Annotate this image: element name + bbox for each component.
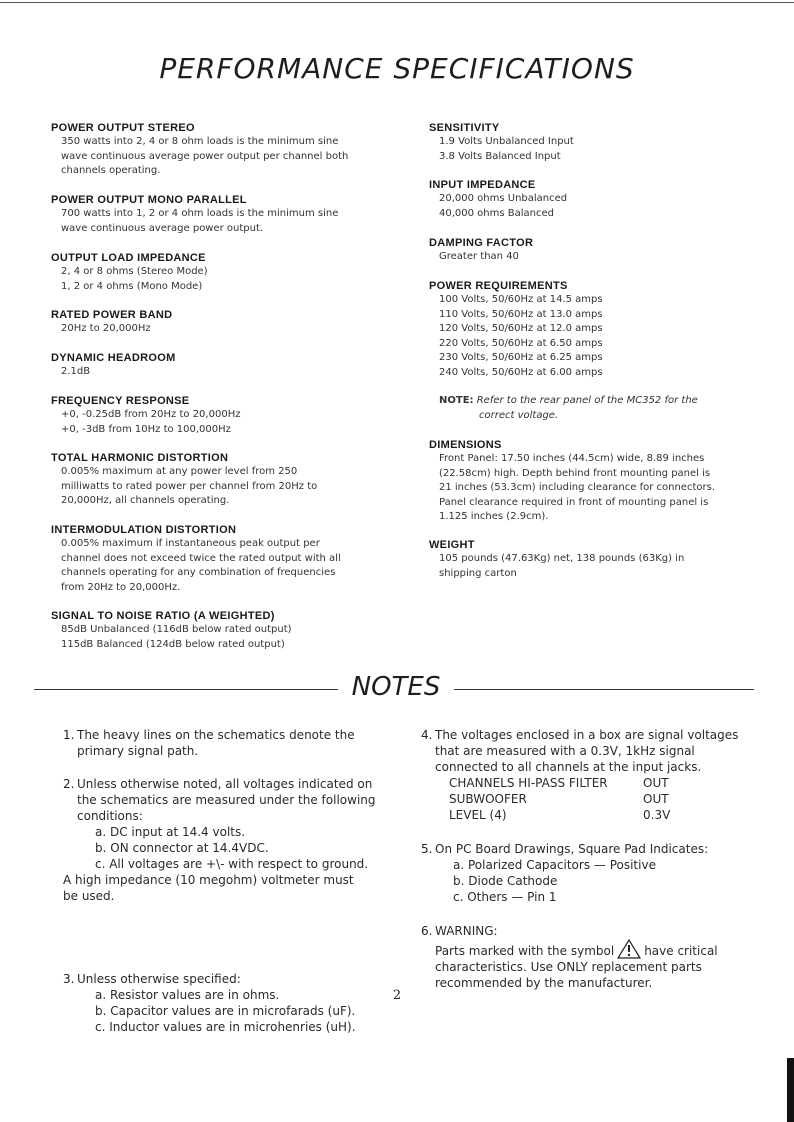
spec-heading: SIGNAL TO NOISE RATIO (A WEIGHTED): [51, 610, 275, 622]
note-sub-item: a. Resistor values are in ohms.: [95, 988, 280, 1002]
note-2: [63, 776, 403, 971]
note-5: [421, 841, 761, 923]
spec-line: 40,000 ohms Balanced: [439, 207, 554, 219]
specs-right-column: [429, 121, 759, 581]
switch-row: [435, 791, 761, 807]
spec-line: from 20Hz to 20,000Hz.: [61, 581, 181, 593]
spec-line: 20,000 ohms Unbalanced: [439, 193, 568, 204]
spec-heading: INTERMODULATION DISTORTION: [51, 524, 237, 536]
spec-line: channels operating for any combination of frequencies: [61, 567, 336, 578]
spec-heading: POWER REQUIREMENTS: [429, 280, 568, 292]
top-rule: [0, 2, 794, 3]
note-line: Unless otherwise specified:: [77, 972, 241, 986]
spec-line: 700 watts into 1, 2 or 4 ohm loads is the minimum sine: [61, 208, 339, 219]
spec-line: +0, -0.25dB from 20Hz to 20,000Hz: [61, 409, 241, 420]
spec-line: (22.58cm) high. Depth behind front mounting panel is: [439, 467, 711, 479]
page-number: 2: [392, 988, 402, 1003]
warning-triangle-icon: [617, 939, 641, 959]
spec-heading: TOTAL HARMONIC DISTORTION: [51, 452, 229, 464]
note-sub-item: c. All voltages are +\- with respect to ground.: [95, 857, 369, 871]
note-line: conditions:: [77, 809, 143, 823]
spec-heading: DAMPING FACTOR: [429, 237, 534, 249]
note-number: 2.: [63, 777, 75, 791]
note-line: be used.: [63, 889, 115, 903]
note-sub-item: c. Inductor values are in microhenries (uH).: [95, 1020, 356, 1034]
spec-line: 2.1dB: [61, 366, 91, 377]
edge-mark: [787, 1058, 794, 1122]
note-3: [63, 971, 403, 1035]
note-line: Unless otherwise noted, all voltages indicated on: [77, 777, 373, 791]
spec-line: 115dB Balanced (124dB below rated output): [61, 638, 285, 650]
switch-name: SUBWOOFER: [449, 792, 527, 806]
spec-heading: RATED POWER BAND: [51, 309, 173, 321]
spec-line: 1, 2 or 4 ohms (Mono Mode): [61, 280, 203, 292]
spec-line: 3.8 Volts Balanced Input: [439, 150, 561, 162]
note-line: connected to all channels at the input jacks.: [435, 760, 702, 774]
switch-name: CHANNELS HI-PASS FILTER: [449, 776, 608, 790]
note-number: 6.: [421, 924, 433, 938]
spec-line: 0.005% maximum if instantaneous peak output per: [61, 538, 320, 549]
note-number: 3.: [63, 972, 75, 986]
switch-row: [435, 775, 761, 791]
spec-total-harmonic-distortion: [51, 451, 381, 523]
note-line: A high impedance (10 megohm) voltmeter must: [63, 873, 354, 887]
spec-line: channel does not exceed twice the rated output with all: [61, 552, 341, 564]
spec-output-load-impedance: [51, 251, 381, 308]
specs-left-column: [51, 121, 381, 652]
spec-power-output-stereo: [51, 121, 381, 193]
spec-line: wave continuous average power output per channel both: [61, 150, 349, 162]
spec-heading: SENSITIVITY: [429, 122, 500, 134]
spec-heading: DIMENSIONS: [429, 439, 502, 451]
note-line: recommended by the manufacturer.: [435, 976, 653, 990]
spec-line: Panel clearance required in front of mounting panel is: [439, 496, 709, 508]
spec-line: channels operating.: [61, 165, 161, 176]
spec-line: shipping carton: [439, 567, 517, 579]
page-title: PERFORMANCE SPECIFICATIONS: [159, 52, 635, 85]
note-sub-item: b. Capacitor values are in microfarads (uF).: [95, 1004, 356, 1018]
note-4: [421, 727, 761, 841]
note-sub-item: a. DC input at 14.4 volts.: [95, 825, 246, 839]
spec-line: 230 Volts, 50/60Hz at 6.25 amps: [439, 352, 603, 363]
switch-name: LEVEL (4): [449, 808, 507, 822]
spec-line: 110 Volts, 50/60Hz at 13.0 amps: [439, 308, 603, 320]
note-sub-item: c. Others — Pin 1: [453, 890, 557, 904]
spec-line: 240 Volts, 50/60Hz at 6.00 amps: [439, 366, 603, 378]
spec-heading: POWER OUTPUT MONO PARALLEL: [51, 194, 247, 206]
spec-line: 1.9 Volts Unbalanced Input: [439, 136, 574, 147]
spec-power-output-mono: [51, 193, 381, 251]
note-sub-item: b. ON connector at 14.4VDC.: [95, 841, 269, 855]
spec-line: 2, 4 or 8 ohms (Stereo Mode): [61, 266, 208, 277]
spec-line: +0, -3dB from 10Hz to 100,000Hz: [61, 423, 231, 435]
spec-line: 220 Volts, 50/60Hz at 6.50 amps: [439, 337, 603, 349]
spec-line: Greater than 40: [439, 251, 519, 262]
spec-dynamic-headroom: [51, 351, 381, 394]
spec-signal-to-noise: [51, 609, 381, 652]
note-sub-item: a. Polarized Capacitors — Positive: [453, 858, 656, 872]
spec-heading: OUTPUT LOAD IMPEDANCE: [51, 252, 206, 264]
spec-line: 120 Volts, 50/60Hz at 12.0 amps: [439, 323, 603, 334]
note-sub-item: b. Diode Cathode: [453, 874, 558, 888]
spec-heading: INPUT IMPEDANCE: [429, 179, 536, 191]
spec-heading: DYNAMIC HEADROOM: [51, 352, 176, 364]
spec-damping-factor: [429, 236, 759, 279]
note-line: the schematics are measured under the following: [77, 793, 376, 807]
spec-power-requirements: [429, 279, 759, 394]
note-line: The heavy lines on the schematics denote the: [77, 728, 355, 742]
spec-sensitivity: [429, 121, 759, 178]
notes-title: NOTES: [351, 672, 441, 702]
note-number: 1.: [63, 728, 75, 742]
spec-heading: POWER OUTPUT STEREO: [51, 122, 195, 134]
spec-line: 21 inches (53.3cm) including clearance for connectors.: [439, 482, 715, 493]
switch-row: [435, 807, 761, 823]
spec-line: 0.005% maximum at any power level from 250: [61, 466, 298, 477]
note-number: 4.: [421, 728, 433, 742]
note-line: primary signal path.: [77, 744, 199, 758]
switch-value: OUT: [643, 792, 669, 806]
notes-right-column: [421, 727, 761, 991]
note-line: On PC Board Drawings, Square Pad Indicates:: [435, 842, 709, 856]
spec-intermodulation-distortion: [51, 523, 381, 609]
note-line: The voltages enclosed in a box are signal voltages: [435, 728, 739, 742]
spec-line: 85dB Unbalanced (116dB below rated output): [61, 624, 292, 635]
warning-text: have critical: [644, 944, 718, 958]
spec-line: wave continuous average power output.: [61, 222, 264, 234]
spec-line: 350 watts into 2, 4 or 8 ohm loads is the minimum sine: [61, 136, 339, 147]
note-label: NOTE:: [439, 395, 474, 406]
switch-value: 0.3V: [643, 808, 671, 822]
spec-line: milliwatts to rated power per channel from 20Hz to: [61, 480, 318, 492]
note-text: Refer to the rear panel of the MC352 for the: [476, 395, 698, 406]
warning-line: [435, 939, 761, 959]
spec-line: 20,000Hz, all channels operating.: [61, 495, 230, 506]
spec-line: 100 Volts, 50/60Hz at 14.5 amps: [439, 294, 603, 305]
spec-rated-power-band: [51, 308, 381, 351]
spec-input-impedance: [429, 178, 759, 236]
note-6: [421, 923, 761, 991]
note-1: [63, 727, 403, 776]
spec-line: 105 pounds (47.63Kg) net, 138 pounds (63Kg) in: [439, 553, 685, 564]
spec-voltage-note: [429, 394, 759, 438]
spec-heading: FREQUENCY RESPONSE: [51, 395, 190, 407]
note-line: that are measured with a 0.3V, 1kHz signal: [435, 744, 695, 758]
spec-weight: [429, 538, 759, 581]
spec-dimensions: [429, 438, 759, 538]
spec-line: 20Hz to 20,000Hz: [61, 323, 151, 334]
notes-rule-left: [34, 689, 338, 690]
spec-heading: WEIGHT: [429, 539, 475, 551]
note-continuation: correct voltage.: [479, 409, 559, 421]
notes-rule-right: [454, 689, 754, 690]
spec-line: 1.125 inches (2.9cm).: [439, 511, 549, 522]
spec-frequency-response: [51, 394, 381, 451]
warning-text: Parts marked with the symbol: [435, 944, 615, 958]
note-line: WARNING:: [435, 924, 498, 938]
spec-line: Front Panel: 17.50 inches (44.5cm) wide, 8.89 inches: [439, 453, 705, 464]
note-number: 5.: [421, 842, 433, 856]
note-line: characteristics. Use ONLY replacement parts: [435, 960, 702, 974]
switch-value: OUT: [643, 776, 669, 790]
